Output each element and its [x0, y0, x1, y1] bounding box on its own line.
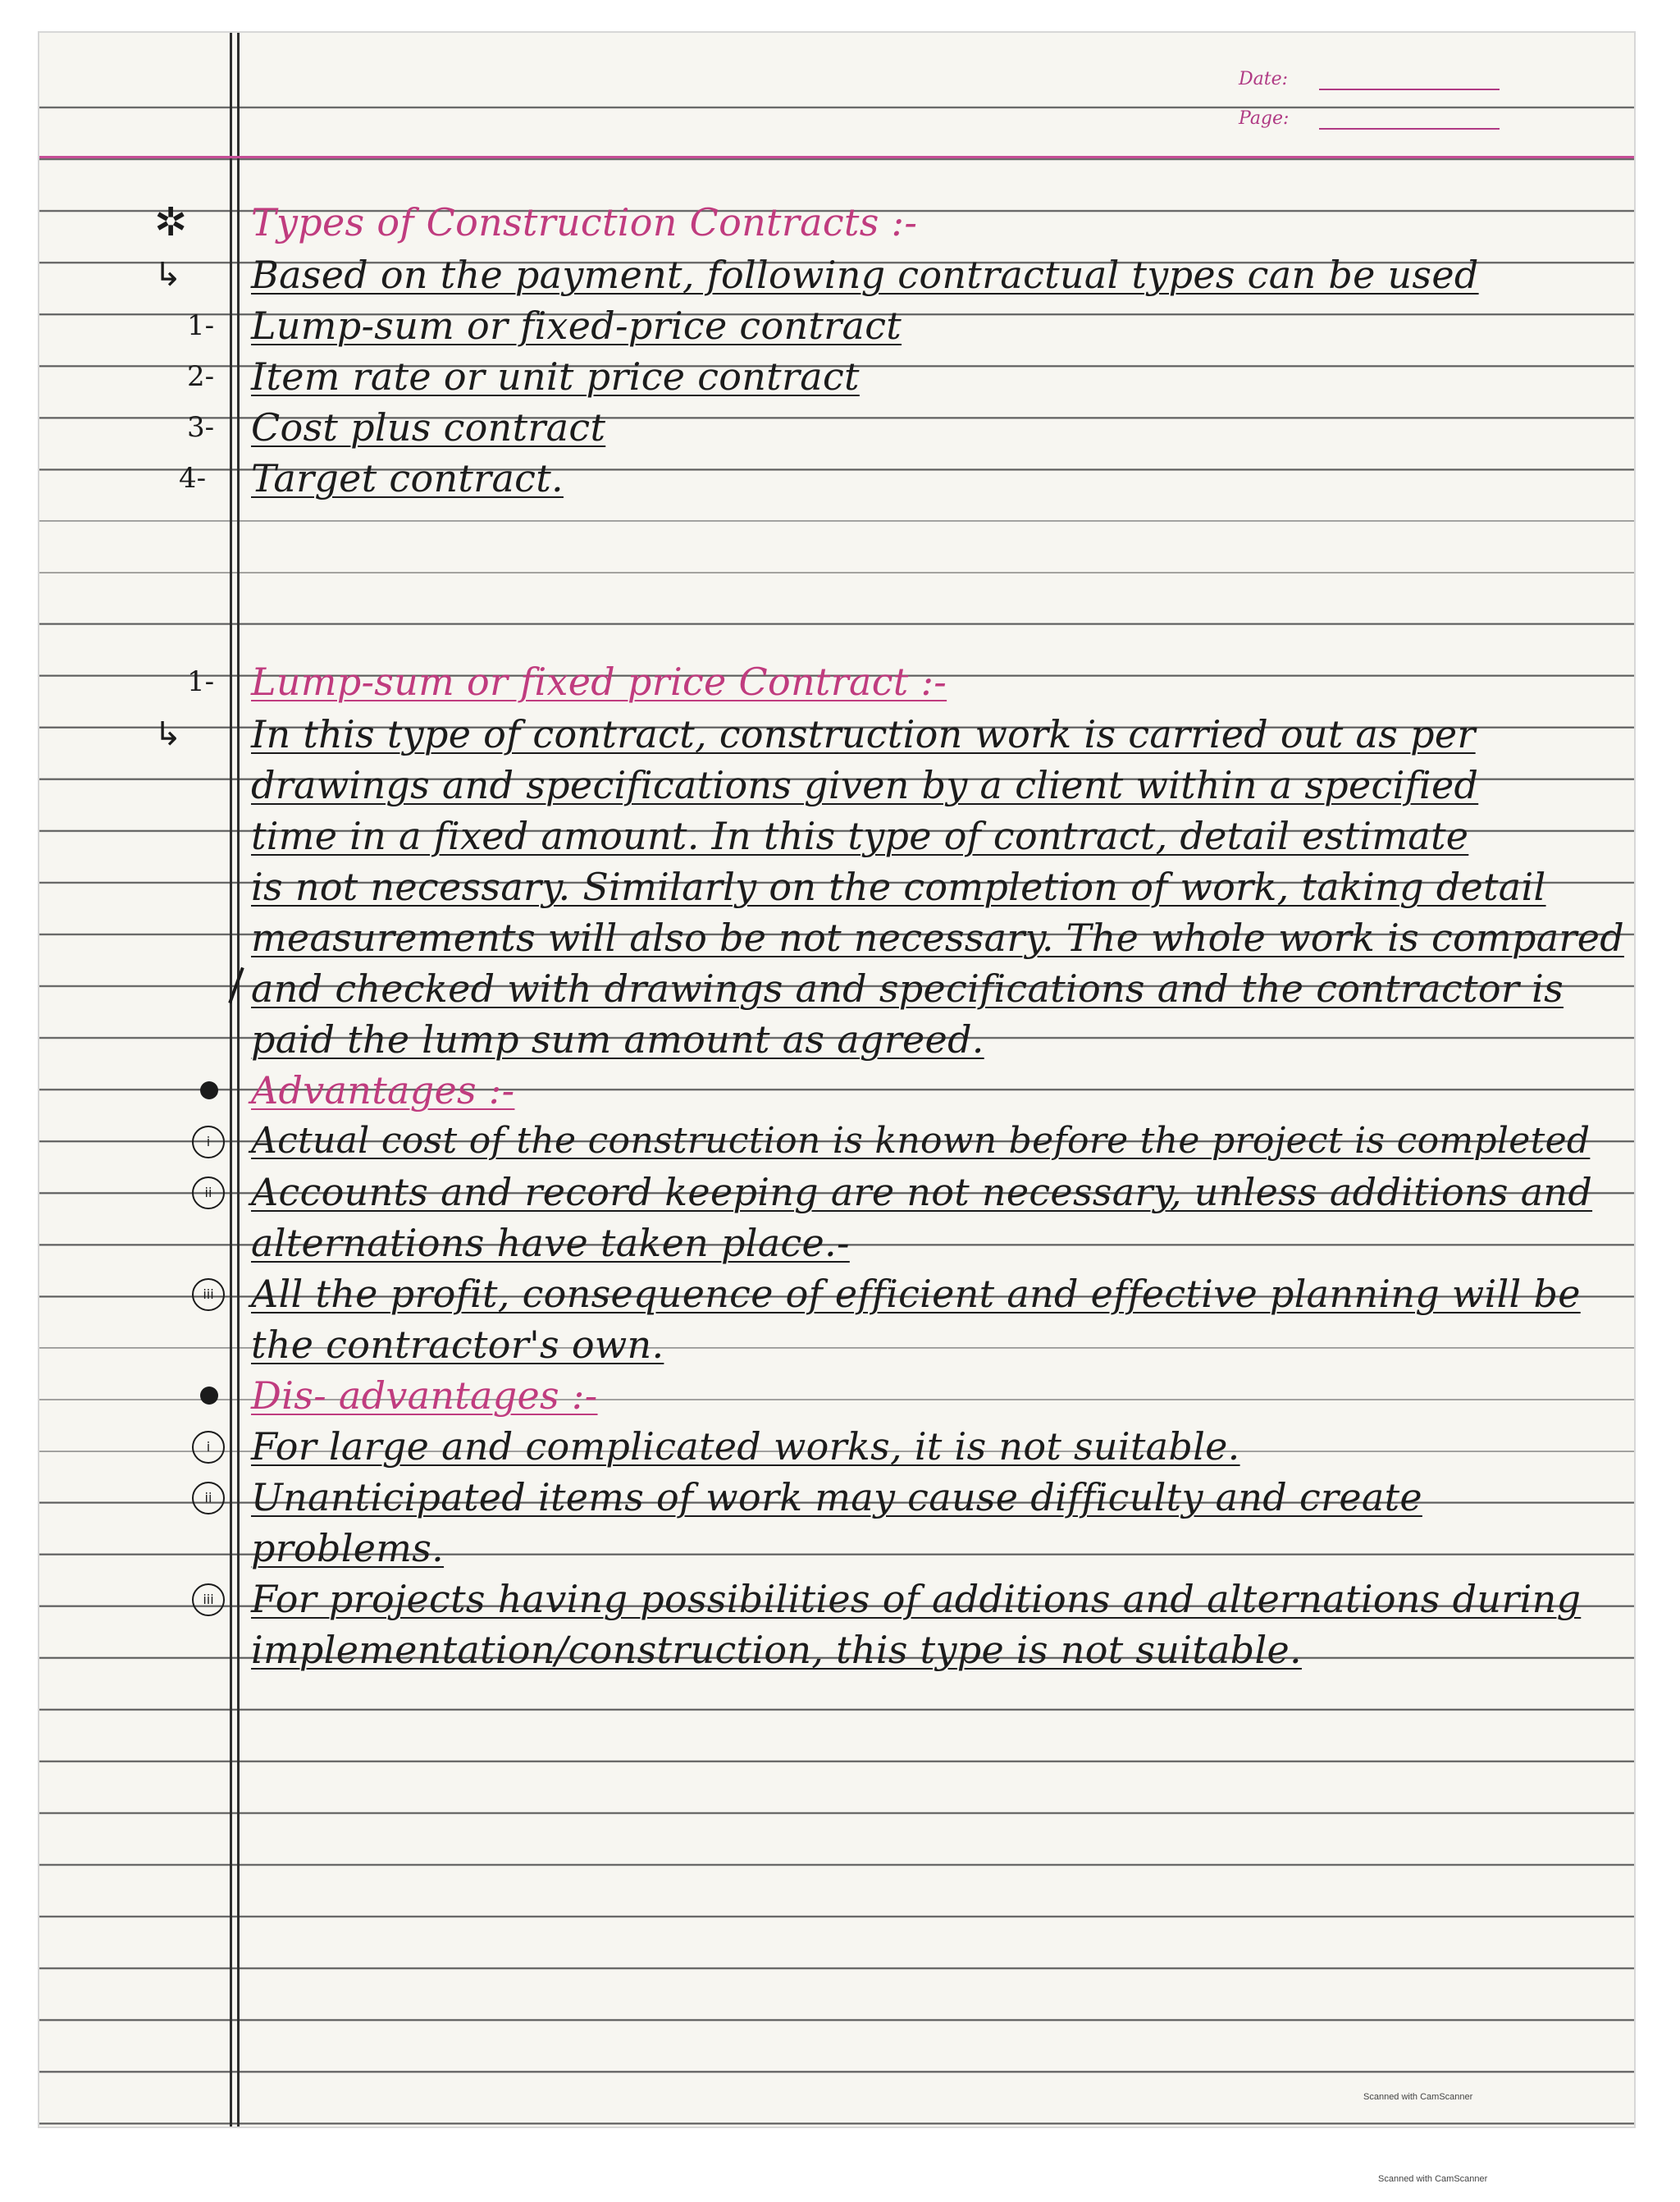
roman-marker: i — [192, 1431, 225, 1464]
margin-line — [230, 33, 232, 2127]
advantage-line: alternations have taken place.- — [251, 1221, 850, 1265]
paragraph-line: drawings and specifications given by a client within a specified — [251, 763, 1479, 807]
intro-text: Based on the payment, following contractual types can be used — [251, 253, 1479, 297]
section-heading: Lump-sum or fixed price Contract :- — [251, 660, 947, 704]
disadvantages-heading: Dis- advantages :- — [251, 1373, 598, 1418]
list-item: Lump-sum or fixed-price contract — [251, 304, 902, 348]
disadvantage-line: problems. — [251, 1526, 445, 1570]
advantages-heading: Advantages :- — [251, 1068, 515, 1112]
roman-marker: iii — [192, 1583, 225, 1616]
scanner-watermark-outer: Scanned with CamScanner — [1378, 2174, 1488, 2184]
disadvantage-line: For large and complicated works, it is not suitable. — [251, 1424, 1240, 1469]
advantage-line: the contractor's own. — [251, 1323, 664, 1367]
disadvantage-line: implementation/construction, this type is not suitable. — [251, 1628, 1302, 1672]
roman-marker: ii — [192, 1176, 225, 1209]
paragraph-line: and checked with drawings and specifications and the contractor is — [251, 966, 1564, 1011]
date-line — [1319, 89, 1500, 90]
list-number: 1- — [187, 309, 215, 342]
header-rule — [39, 156, 1634, 158]
roman-marker: i — [192, 1126, 225, 1158]
paragraph-line: In this type of contract, construction work is carried out as per — [251, 712, 1476, 756]
roman-marker: iii — [192, 1278, 225, 1311]
section-number: 1- — [187, 665, 215, 698]
date-label: Date: — [1239, 69, 1289, 89]
roman-marker: ii — [192, 1482, 225, 1514]
list-item: Cost plus contract — [251, 405, 606, 450]
list-number: 2- — [187, 360, 215, 393]
list-item: Item rate or unit price contract — [251, 354, 860, 399]
list-number: 3- — [187, 411, 215, 444]
disadvantage-line: Unanticipated items of work may cause difficulty and create — [251, 1475, 1422, 1519]
section-title: Types of Construction Contracts :- — [251, 200, 918, 244]
notebook-page — [39, 33, 1634, 2127]
paragraph-line: paid the lump sum amount as agreed. — [251, 1017, 984, 1062]
advantage-line: Accounts and record keeping are not necessary, unless additions and — [251, 1170, 1593, 1214]
return-arrow-icon: ↳ — [154, 256, 182, 294]
page-line — [1319, 128, 1500, 130]
scanner-watermark: Scanned with CamScanner — [1363, 2092, 1473, 2102]
margin-line-inner — [237, 33, 240, 2127]
paragraph-line: is not necessary. Similarly on the completion of work, taking detail — [251, 865, 1546, 909]
advantage-line: Actual cost of the construction is known before the project is completed — [251, 1120, 1591, 1162]
page-label: Page: — [1239, 108, 1290, 129]
bullet-dot-icon — [200, 1081, 218, 1099]
return-arrow-icon: ↳ — [154, 715, 182, 753]
bullet-dot-icon — [200, 1387, 218, 1405]
paragraph-line: time in a fixed amount. In this type of contract, detail estimate — [251, 814, 1469, 858]
advantage-line: All the profit, consequence of efficient and effective planning will be — [251, 1272, 1581, 1316]
star-asterisk-icon: ✲ — [154, 199, 188, 245]
disadvantage-line: For projects having possibilities of additions and alternations during — [251, 1577, 1582, 1621]
paragraph-line: measurements will also be not necessary. The whole work is compared — [251, 916, 1624, 960]
list-item: Target contract. — [251, 456, 564, 500]
list-number: 4- — [179, 462, 207, 495]
